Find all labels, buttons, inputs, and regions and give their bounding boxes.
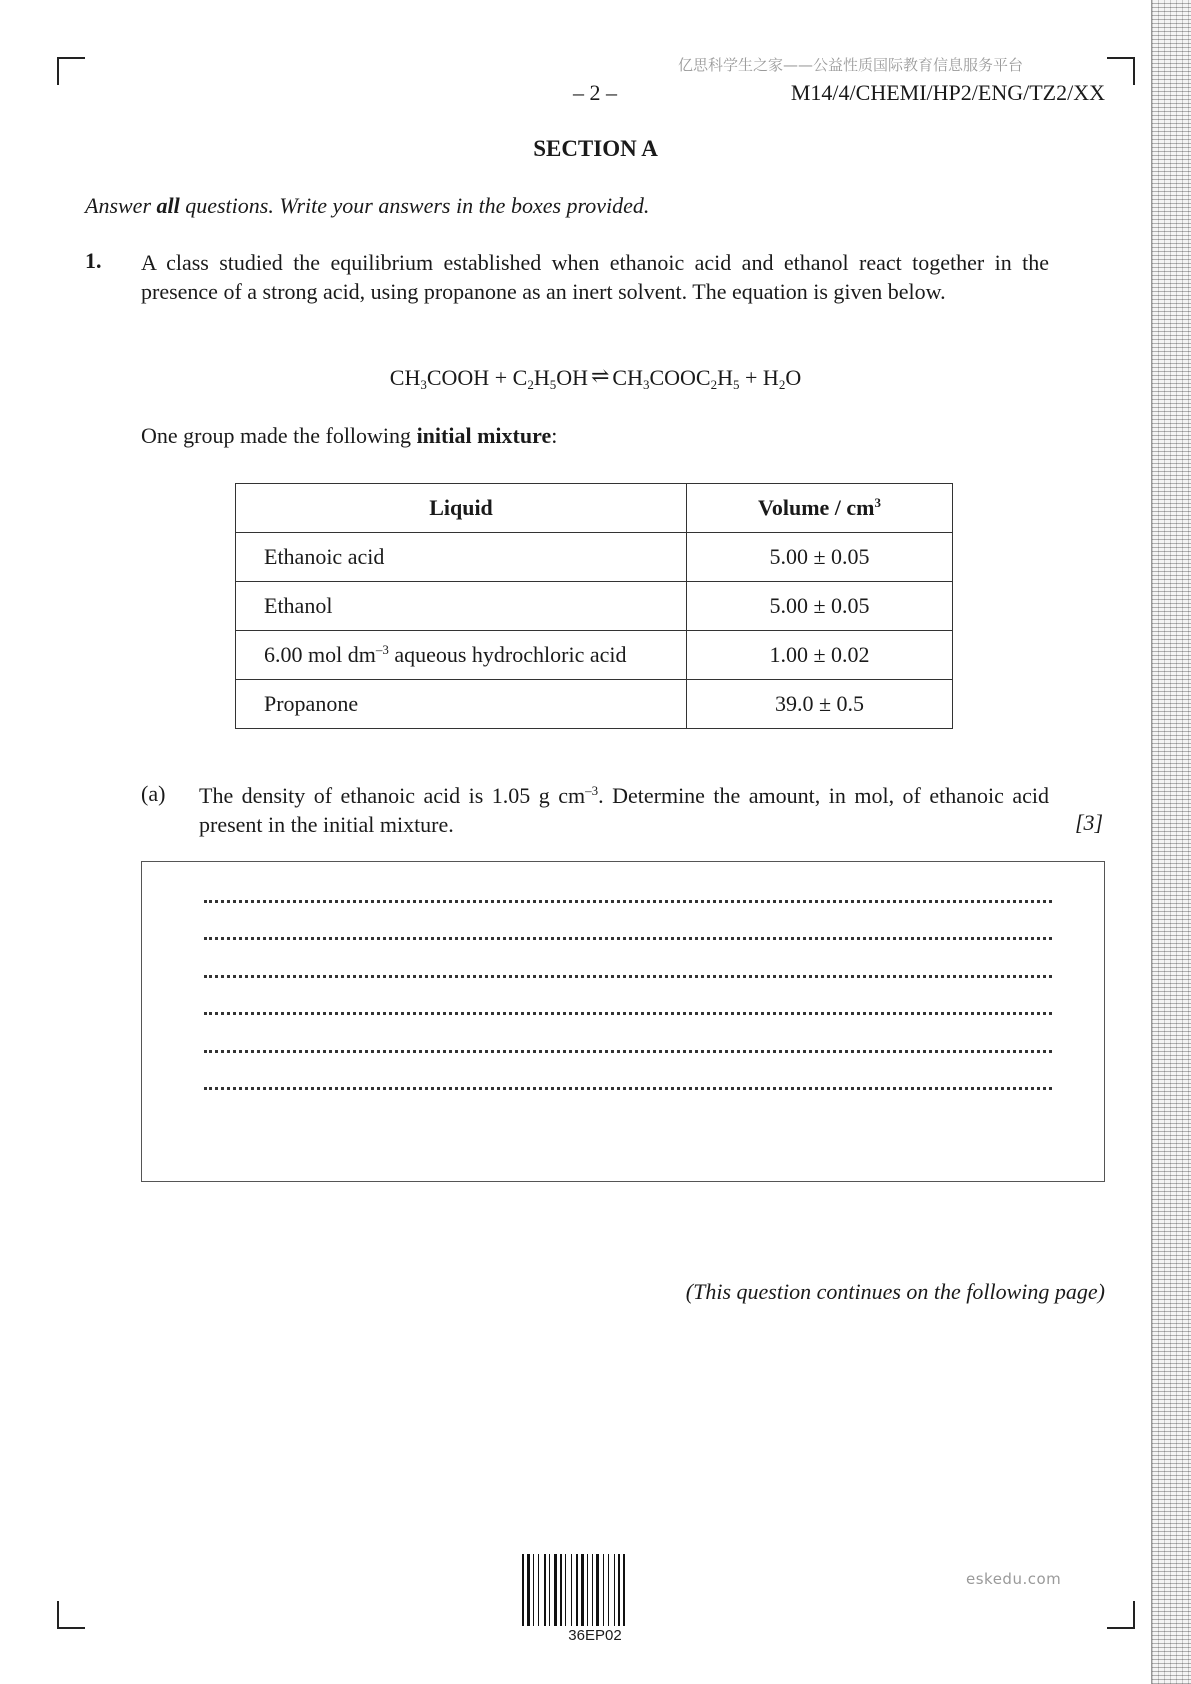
header-watermark: 亿思科学生之家——公益性质国际教育信息服务平台: [678, 56, 1024, 74]
initial-mixture-intro: One group made the following initial mixture:: [141, 423, 558, 448]
table-row: [236, 533, 953, 582]
cell-volume: 1.00 ± 0.02: [687, 631, 953, 680]
answer-line[interactable]: [204, 1087, 1052, 1090]
cell-volume: 39.0 ± 0.5: [687, 680, 953, 729]
answer-line[interactable]: [204, 1012, 1052, 1015]
cell-liquid: Propanone: [236, 680, 687, 729]
initial-mixture-table: [235, 483, 953, 729]
cell-liquid: 6.00 mol $dm^{-3}$ aqueous hydrochloric acid: [236, 631, 687, 680]
cell-volume: 5.00 ± 0.05: [687, 582, 953, 631]
part-a-marks: [3]: [1075, 810, 1104, 835]
crop-mark-top-left: [57, 57, 85, 85]
crop-mark-bottom-left: [57, 1601, 85, 1629]
question-text: A class studied the equilibrium established when ethanoic acid and ethanol react together in the presence of a strong acid, using propanone as an inert solvent. The equation is given below.: [141, 250, 1049, 304]
footer-brand: eskedu.com: [966, 1570, 1062, 1588]
crop-mark-top-right: [1107, 57, 1135, 85]
part-a-label: (a): [141, 781, 166, 806]
continue-note: (This question continues on the following page): [685, 1279, 1105, 1304]
answer-line[interactable]: [204, 937, 1052, 940]
cell-liquid: Ethanol: [236, 582, 687, 631]
barcode-icon: [522, 1554, 668, 1626]
barcode-label: 36EP02: [568, 1627, 622, 1644]
paper-code: M14/4/CHEMI/HP2/ENG/TZ2/XX: [790, 80, 1105, 105]
table-row: [236, 680, 953, 729]
chemical-equation: $CH_3COOH + C_2H_5OH$ ⇌ $CH_3COOC_2H_5 + H_2O$: [389, 363, 802, 392]
table-header-row: [236, 484, 953, 533]
question-number: 1.: [85, 248, 102, 273]
crop-mark-bottom-right: [1107, 1601, 1135, 1629]
header-volume: Volume / $cm^3$: [687, 484, 953, 533]
answer-line[interactable]: [204, 1050, 1052, 1053]
part-a-text: The density of ethanoic acid is 1.05 g $cm^{-3}$. Determine the amount, in mol, of ethanoic acid present in the initial mixture.: [199, 783, 1049, 837]
table-row: [236, 631, 953, 680]
equilibrium-arrow-icon: ⇌: [590, 363, 610, 388]
cell-volume: 5.00 ± 0.05: [687, 533, 953, 582]
instructions: Answer all questions. Write your answers in the boxes provided.: [85, 193, 650, 218]
answer-box[interactable]: [141, 861, 1105, 1182]
section-title: SECTION A: [533, 136, 658, 161]
page-edge-strip: [1151, 0, 1191, 1684]
answer-line[interactable]: [204, 975, 1052, 978]
cell-liquid: Ethanoic acid: [236, 533, 687, 582]
table-row: [236, 582, 953, 631]
page-number: – 2 –: [573, 80, 617, 105]
answer-line[interactable]: [204, 900, 1052, 903]
header-liquid: Liquid: [236, 484, 687, 533]
